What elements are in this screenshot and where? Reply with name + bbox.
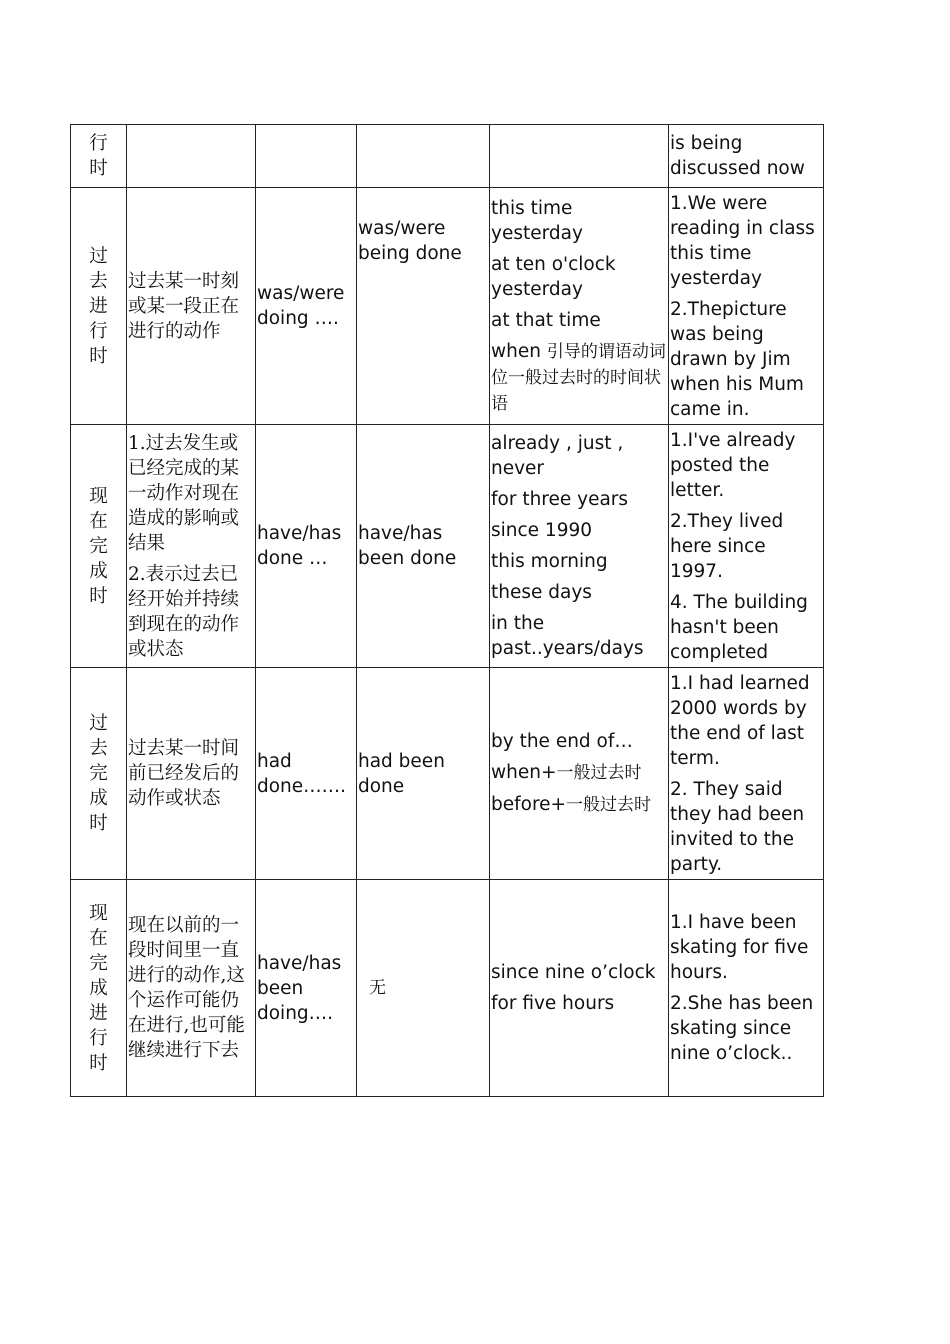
- active-form-cell: [256, 125, 357, 188]
- example-cell: [669, 425, 824, 668]
- time-marker-cell: [490, 668, 669, 880]
- tense-char: 完: [89, 535, 108, 557]
- time-marker: these days: [491, 582, 592, 603]
- time-marker: before+一般过去时: [491, 794, 652, 815]
- time-marker: since 1990: [491, 520, 593, 541]
- tense-char: 完: [89, 763, 108, 784]
- tense-char: 成: [89, 560, 108, 582]
- usage-text: 1.过去发生或已经完成的某一动作对现在造成的影响或结果: [128, 432, 240, 554]
- usage-cell: [127, 425, 256, 668]
- active-form: was/were doing ….: [257, 283, 345, 329]
- time-marker: when+一般过去时: [491, 762, 642, 783]
- passive-form: 无: [369, 978, 386, 998]
- time-marker: for three years: [491, 489, 629, 510]
- example-sentence: 1.We were reading in class this time yesterday: [670, 192, 815, 289]
- example-cell: [669, 668, 824, 880]
- tense-table: [70, 124, 824, 1097]
- active-form: have/has been doing….: [257, 952, 342, 1024]
- time-marker: this morning: [491, 551, 608, 572]
- passive-form: had been done: [358, 750, 445, 797]
- tense-char: 时: [89, 813, 108, 834]
- tense-char: 行: [89, 1027, 108, 1049]
- example-sentence: 2.They lived here since 1997.: [670, 510, 784, 582]
- time-marker-cell: [490, 425, 669, 668]
- tense-char: 去: [89, 738, 108, 759]
- time-marker-cell: [490, 125, 669, 188]
- tense-name-cell: [71, 880, 127, 1097]
- usage-text: 2.表示过去已经开始并持续到现在的动作或状态: [128, 563, 240, 660]
- usage-text: 过去某一时间前已经发后的动作或状态: [128, 738, 240, 809]
- tense-char: 现: [89, 485, 108, 507]
- time-marker: this time yesterday: [491, 197, 583, 244]
- time-marker: when 引导的谓语动词位一般过去时的时间状语: [491, 340, 666, 414]
- time-marker: since nine o’clock: [491, 962, 656, 983]
- table-row: [71, 880, 824, 1097]
- time-marker: by the end of…: [491, 731, 633, 752]
- example-sentence: 4. The building hasn't been completed: [670, 591, 808, 663]
- passive-form-cell: [357, 880, 490, 1097]
- tense-char: 行: [89, 133, 108, 154]
- time-marker: at ten o'clock yesterday: [491, 253, 616, 300]
- tense-char: 成: [89, 977, 108, 999]
- tense-char: 时: [89, 1052, 108, 1074]
- passive-form-cell: [357, 188, 490, 425]
- passive-form-cell: [357, 668, 490, 880]
- example-sentence: 2. They said they had been invited to the party.: [670, 778, 805, 875]
- time-marker: already , just , never: [491, 433, 624, 479]
- tense-char: 进: [89, 295, 108, 317]
- tense-char: 成: [89, 788, 108, 809]
- time-marker: at that time: [491, 309, 601, 331]
- usage-cell: [127, 880, 256, 1097]
- active-form-cell: [256, 188, 357, 425]
- active-form-cell: [256, 880, 357, 1097]
- usage-cell: [127, 125, 256, 188]
- example-cell: [669, 125, 824, 188]
- table-row: [71, 125, 824, 188]
- active-form: had done…….: [257, 750, 347, 797]
- tense-char: 进: [89, 1002, 108, 1024]
- example-sentence: 2.Thepicture was being drawn by Jim when his Mum came in.: [670, 298, 804, 420]
- example-sentence: 1.I have been skating for five hours.: [670, 912, 809, 983]
- active-form-cell: [256, 425, 357, 668]
- tense-char: 完: [89, 952, 108, 974]
- table-row: [71, 188, 824, 425]
- tense-char: 时: [89, 585, 108, 607]
- tense-name-cell: [71, 425, 127, 668]
- tense-char: 去: [89, 270, 108, 292]
- time-marker: in the past..years/days: [491, 613, 644, 659]
- table-row: [71, 425, 824, 668]
- tense-char: 行: [89, 320, 108, 342]
- active-form-cell: [256, 668, 357, 880]
- tense-name-cell: [71, 188, 127, 425]
- passive-form: was/were being done: [358, 218, 462, 264]
- table-row: [71, 668, 824, 880]
- active-form: have/has done …: [257, 523, 342, 569]
- tense-name-cell: [71, 668, 127, 880]
- usage-cell: [127, 668, 256, 880]
- example-sentence: 2.She has been skating since nine o’clock..: [670, 993, 814, 1064]
- passive-form-cell: [357, 125, 490, 188]
- example-cell: [669, 880, 824, 1097]
- tense-char: 过: [89, 245, 108, 267]
- tense-char: 时: [89, 345, 108, 367]
- example-sentence: is being discussed now: [670, 133, 805, 179]
- example-cell: [669, 188, 824, 425]
- time-marker: for five hours: [491, 993, 615, 1014]
- example-sentence: 1.I've already posted the letter.: [670, 429, 796, 501]
- tense-char: 现: [89, 902, 108, 924]
- time-marker-cell: [490, 188, 669, 425]
- usage-text: 过去某一时刻或某一段正在进行的动作: [128, 270, 240, 342]
- tense-char: 在: [89, 510, 108, 532]
- tense-char: 时: [89, 158, 108, 179]
- usage-text: 现在以前的一段时间里一直进行的动作,这个运作可能仍在进行,也可能继续进行下去: [128, 915, 245, 1061]
- usage-cell: [127, 188, 256, 425]
- tense-char: 在: [89, 927, 108, 949]
- tense-name-cell: [71, 125, 127, 188]
- tense-char: 过: [89, 713, 108, 734]
- example-sentence: 1.I had learned 2000 words by the end of last term.: [670, 672, 810, 769]
- passive-form: have/has been done: [358, 523, 457, 569]
- passive-form-cell: [357, 425, 490, 668]
- time-marker-cell: [490, 880, 669, 1097]
